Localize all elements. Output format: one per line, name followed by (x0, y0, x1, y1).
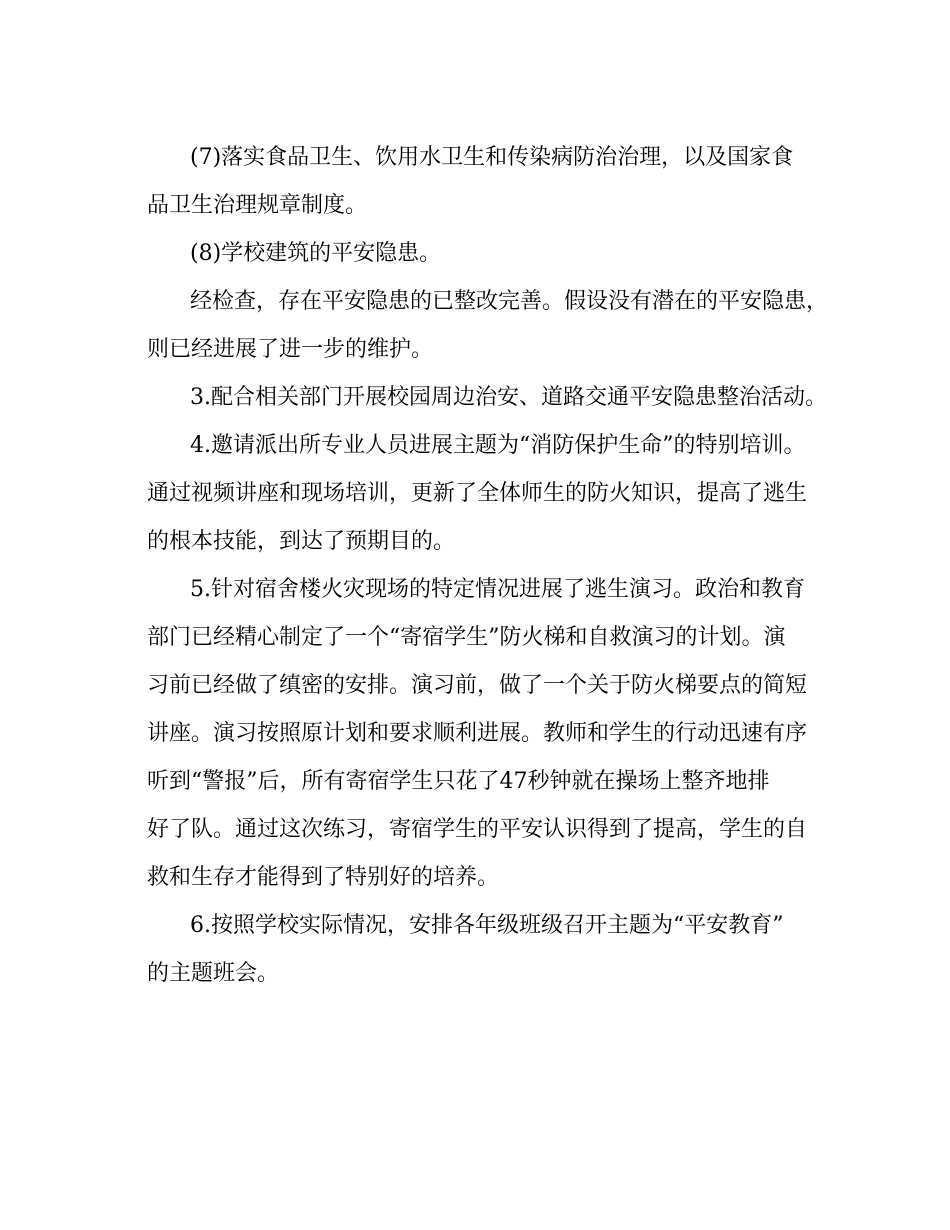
text-line: 讲座。演习按照原计划和要求顺利进展。教师和学生的行动迅速有序 (147, 721, 808, 746)
text-line: 部门已经精心制定了一个“寄宿学生”防火梯和自救演习的计划。演 (147, 625, 786, 650)
text-line: 4.邀请派出所专业人员进展主题为“消防保护生命”的特别培训。 (190, 433, 806, 458)
text-line: 通过视频讲座和现场培训，更新了全体师生的防火知识，提高了逃生 (147, 481, 808, 506)
text-line: 好了队。通过这次练习，寄宿学生的平安认识得到了提高，学生的自 (147, 817, 808, 842)
text-line: 3.配合相关部门开展校园周边治安、道路交通平安隐患整治活动。 (190, 385, 827, 410)
text-line: 的主题班会。 (147, 961, 280, 986)
text-line: 则已经进展了进一步的维护。 (147, 337, 434, 362)
text-line: 经检查，存在平安隐患的已整改完善。假设没有潜在的平安隐患， (190, 289, 829, 314)
text-line: 习前已经做了缜密的安排。演习前，做了一个关于防火梯要点的简短 (147, 673, 808, 698)
text-line: (8)学校建筑的平安隐患。 (190, 241, 442, 266)
text-line: (7)落实食品卫生、饮用水卫生和传染病防治治理，以及国家食 (190, 145, 794, 170)
text-line: 救和生存才能得到了特别好的培养。 (147, 865, 500, 890)
text-line: 听到“警报”后，所有寄宿学生只花了47秒钟就在操场上整齐地排 (147, 769, 770, 794)
text-line: 品卫生治理规章制度。 (147, 193, 368, 218)
text-line: 的根本技能，到达了预期目的。 (147, 529, 456, 554)
text-line: 6.按照学校实际情况，安排各年级班级召开主题为“平安教育” (190, 913, 784, 938)
text-line: 5.针对宿舍楼火灾现场的特定情况进展了逃生演习。政治和教育 (190, 577, 805, 602)
